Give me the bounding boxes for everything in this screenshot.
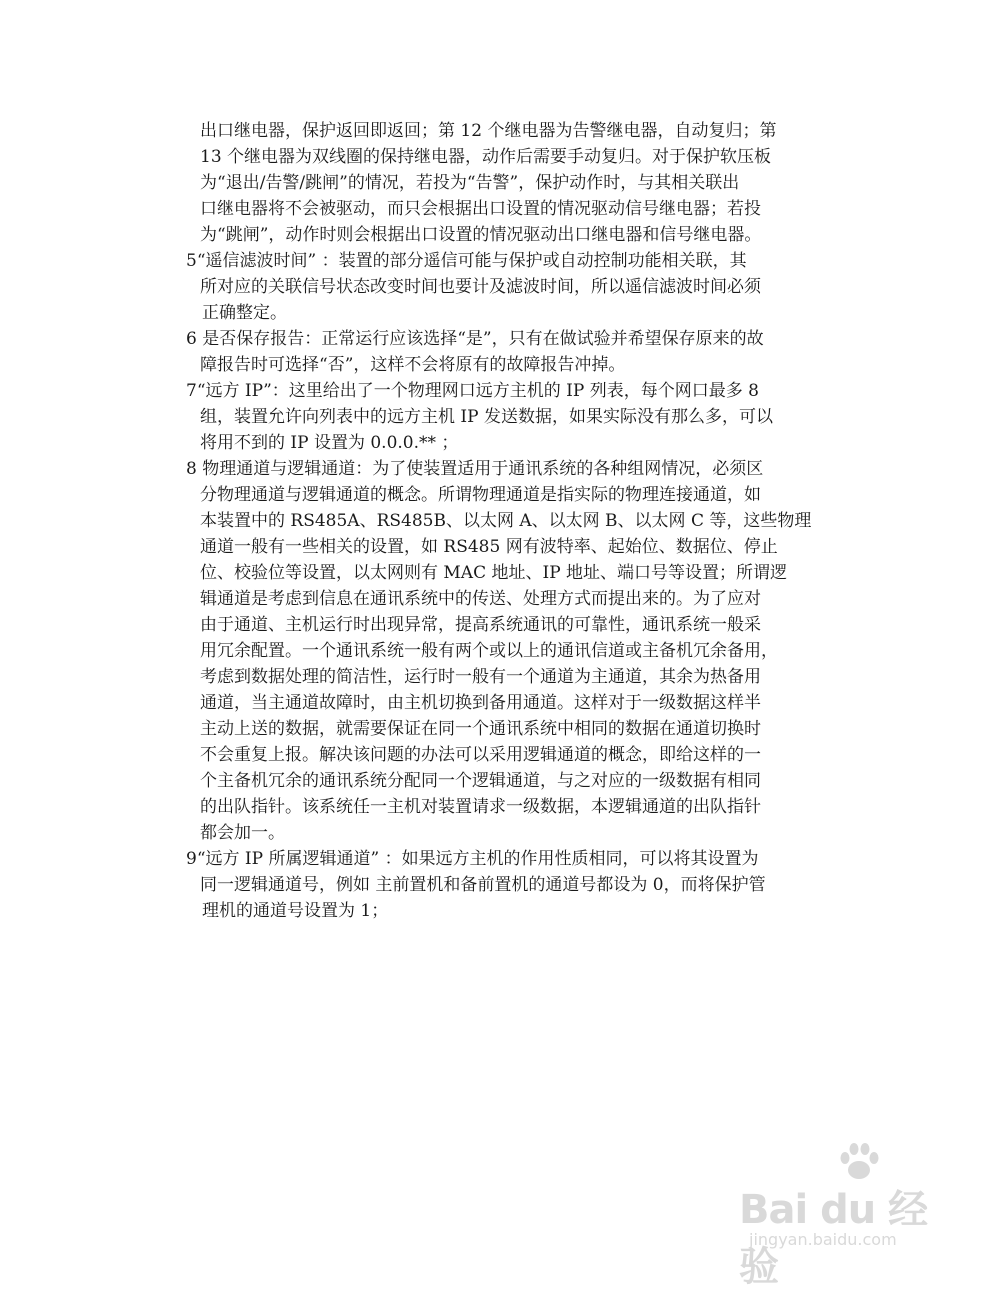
- text-line: 6 是否保存报告：正常运行应该选择“是”，只有在做试验并希望保存原来的故: [186, 329, 764, 349]
- text-line: 通道，当主通道故障时，由主机切换到备用通道。这样对于一级数据这样半: [200, 693, 761, 713]
- text-line: 7“远方 IP”：这里给出了一个物理网口远方主机的 IP 列表，每个网口最多 8: [186, 381, 759, 401]
- text-line: 5“遥信滤波时间” ：装置的部分遥信可能与保护或自动控制功能相关联，其: [186, 251, 747, 271]
- text-line: 8 物理通道与逻辑通道：为了使装置适用于通讯系统的各种组网情况，必须区: [186, 459, 764, 479]
- text-line: 将用不到的 IP 设置为 0.0.0.** ；: [200, 433, 459, 453]
- watermark-brand: Bai du 经验: [739, 1187, 928, 1290]
- text-line: 理机的通道号设置为 1；: [202, 901, 389, 921]
- text-line: 本装置中的 RS485A、RS485B、以太网 A、以太网 B、以太网 C 等，这些物理: [200, 511, 812, 531]
- text-line: 为“跳闸”，动作时则会根据出口设置的情况驱动出口继电器和信号继电器。: [200, 225, 762, 245]
- text-line: 所对应的关联信号状态改变时间也要计及滤波时间，所以遥信滤波时间必须: [200, 277, 761, 297]
- text-line: 个主备机冗余的通讯系统分配同一个逻辑通道，与之对应的一级数据有相同: [200, 771, 761, 791]
- text-line: 不会重复上报。解决该问题的办法可以采用逻辑通道的概念，即给这样的一: [200, 745, 761, 765]
- watermark-url: jingyan.baidu.com: [749, 1230, 897, 1249]
- text-line: 为“退出/告警/跳闸”的情况，若投为“告警”，保护动作时，与其相关联出: [200, 173, 740, 193]
- text-line: 通道一般有一些相关的设置，如 RS485 网有波特率、起始位、数据位、停止: [200, 537, 778, 557]
- text-line: 用冗余配置。一个通讯系统一般有两个或以上的通讯信道或主备机冗余备用，: [200, 641, 778, 661]
- text-line: 9“远方 IP 所属逻辑通道” ：如果远方主机的作用性质相同，可以将其设置为: [186, 849, 759, 869]
- text-line: 位、校验位等设置，以太网则有 MAC 地址、IP 地址、端口号等设置；所谓逻: [200, 563, 788, 583]
- text-line: 13 个继电器为双线圈的保持继电器，动作后需要手动复归。对于保护软压板: [200, 147, 772, 167]
- text-line: 障报告时可选择“否”，这样不会将原有的故障报告冲掉。: [200, 355, 626, 375]
- text-line: 都会加一。: [200, 823, 285, 843]
- text-line: 出口继电器，保护返回即返回；第 12 个继电器为告警继电器，自动复归；第: [200, 121, 777, 141]
- text-line: 主动上送的数据，就需要保证在同一个通讯系统中相同的数据在通道切换时: [200, 719, 761, 739]
- text-line: 组，装置允许向列表中的远方主机 IP 发送数据，如果实际没有那么多，可以: [200, 407, 773, 427]
- text-line: 由于通道、主机运行时出现异常，提高系统通讯的可靠性，通讯系统一般采: [200, 615, 761, 635]
- text-line: 辑通道是考虑到信息在通讯系统中的传送、处理方式而提出来的。为了应对: [200, 589, 761, 609]
- baidu-jingyan-watermark: [739, 1138, 949, 1290]
- text-line: 考虑到数据处理的简洁性，运行时一般有一个通道为主通道，其余为热备用: [200, 667, 761, 687]
- text-line: 同一逻辑通道号，例如 主前置机和备前置机的通道号都设为 0，而将保护管: [200, 875, 766, 895]
- text-line: 分物理通道与逻辑通道的概念。所谓物理通道是指实际的物理连接通道，如: [200, 485, 761, 505]
- text-line: 口继电器将不会被驱动，而只会根据出口设置的情况驱动信号继电器；若投: [200, 199, 761, 219]
- text-line: 正确整定。: [202, 303, 287, 323]
- text-line: 的出队指针。该系统任一主机对装置请求一级数据，本逻辑通道的出队指针: [200, 797, 761, 817]
